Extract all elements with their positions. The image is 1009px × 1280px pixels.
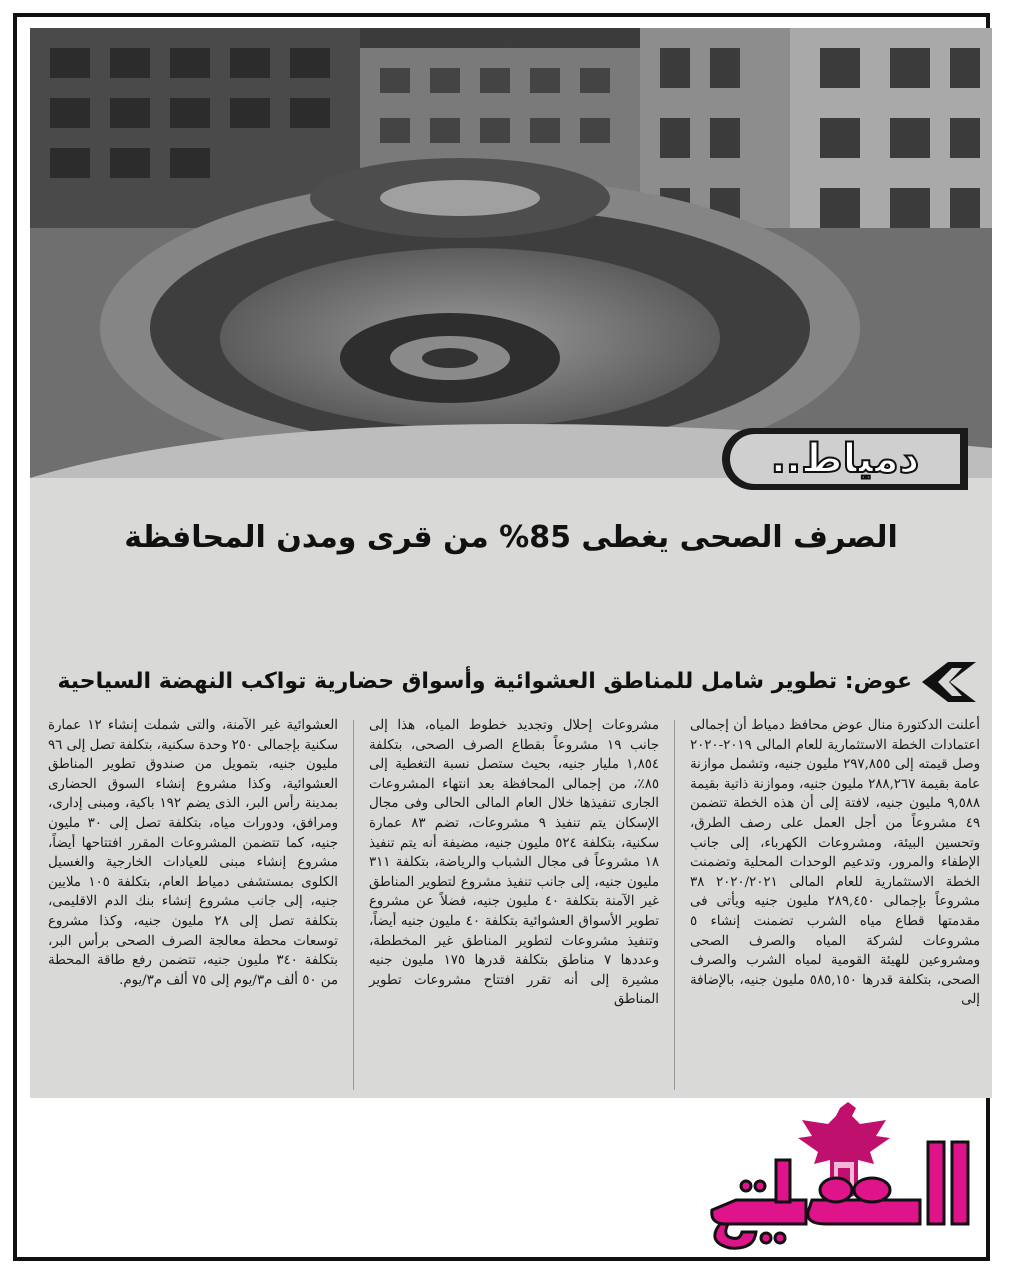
article-column-3: العشوائية غير الآمنة، والتى شملت إنشاء ١٢ عمارة سكنية بإجمالى ٢٥٠ وحدة سكنية، بتكلفة تصل إلى ٩٦ مليون جنيه، بتمويل من صندوق تطوير المناطق العشوائية، وكذا مشروع إنشاء السوق الحضارى بمدينة رأس البر، الذى يضم ١٩٢ باكية، ومبنى إدارى، ومرافق، ودورات مياه، بتكلفة تصل إلى ٣٠ مليون جنيه، كما تتضمن المشروعات المقرر افتتاحها أيضاً، مشروع إنشاء مبنى للعيادات الخارجية والغسيل الكلوى بمستشفى دمياط العام، بتكلفة ١٠٥ ملايين جنيه، إلى جانب مشروع إنشاء بنك الدم الاقليمى، بتكلفة تصل إلى ٢٨ مليون جنيه، وكذا مشروع توسعات محطة معالجة الصرف الصحى برأس البر، بتكلفة ٣٤٠ مليون جنيه، تتضمن رفع طاقة المحطة من ٥٠ ألف م٣/يوم إلى ٧٥ ألف م٣/يوم.: [48, 718, 338, 988]
eagle-emblem-icon: [706, 1102, 980, 1252]
chevron-left-icon: [922, 662, 976, 702]
region-tag: [722, 428, 968, 490]
article-photo: [30, 28, 992, 478]
residential-complex-photo: [30, 28, 992, 478]
article-subheadline: عوض: تطوير شامل للمناطق العشوائية وأسواق حضارية تواكب النهضة السياحية: [57, 669, 912, 694]
region-tag-label: دمياط..: [730, 434, 960, 484]
article-body: [48, 716, 980, 1096]
article-column-2: مشروعات إحلال وتجديد خطوط المياه، هذا إلى جانب ١٩ مشروعاً بقطاع الصرف الصحى، بتكلفة ١,٨٥٤ مليار جنيه، بحيث ستصل نسبة التغطية إلى ٨٥٪، من إجمالى المحافظة بعد انتهاء المشروعات الجارى تنفيذها خلال العام المالى الحالى وفى مجال الإسكان يتم تنفيذ ٩ مشروعات، تضم ٨٣ عمارة سكنية، بتكلفة ٥٢٤ مليون جنيه، مضيفة أنه يتم تنفيذ ١٨ مشروعاً فى مجال الشباب والرياضة، بتكلفة ٣١١ مليون جنيه، إلى جانب تنفيذ مشروع لتطوير المناطق غير الآمنة بتكلفة ٤٠ مليون جنيه، فضلاً عن مشروع تطوير الأسواق العشوائية بتكلفة ٤٠ مليون جنيه أيضاً، وتنفيذ مشروعات لتطوير المناطق غير المخططة، وعددها ٧ مناطق بتكلفة قدرها ١٧٥ مليون جنيه مشيرة إلى أنه تقرر افتتاح مشروعات تطوير المناطق: [369, 718, 659, 1008]
column-divider: [674, 720, 675, 1090]
aljomhuria-logo: [706, 1102, 980, 1252]
newspaper-clipping: [30, 28, 992, 1098]
article-headline: الصرف الصحى يغطى 85% من قرى ومدن المحافظة: [124, 520, 898, 555]
article-column-1: أعلنت الدكتورة منال عوض محافظ دمياط أن إجمالى اعتمادات الخطة الاستثمارية للعام المالى ٢٠١٩-٢٠٢٠ وصل قيمته إلى ٢٩٧,٨٥٥ مليون جنيه، وتشمل موازنة عامة بقيمة ٢٨٨,٢٦٧ مليون جنيه، وموازنة ذاتية بقيمة ٩,٥٨٨ مليون جنيه، لافتة إلى أن هذه الخطة تتضمن ٤٩ مشروعاً من أجل العمل على رصف الطرق، وتحسين البيئة، ومشروعات الكهرباء، إلى جانب الإطفاء والمرور، وتدعيم الوحدات المحلية وتضمنت الخطة الاستثمارية للعام المالى ٢٠٢٠/٢٠٢١ ٣٨ مشروعاً بإجمالى ٢٨٩,٤٥٠ مليون جنيه ويأتى فى مقدمتها قطاع مياه الشرب تضمنت إنشاء ٥ مشروعات لشركة المياه والصرف الصحى ومشروعين للهيئة القومية لمياه الشرب والصرف الصحى، بتكلفة قدرها ٥٨٥,١٥٠ مليون جنيه، بالإضافة إلى: [690, 718, 980, 1008]
column-divider: [353, 720, 354, 1090]
subheadline-bar: [42, 660, 982, 704]
